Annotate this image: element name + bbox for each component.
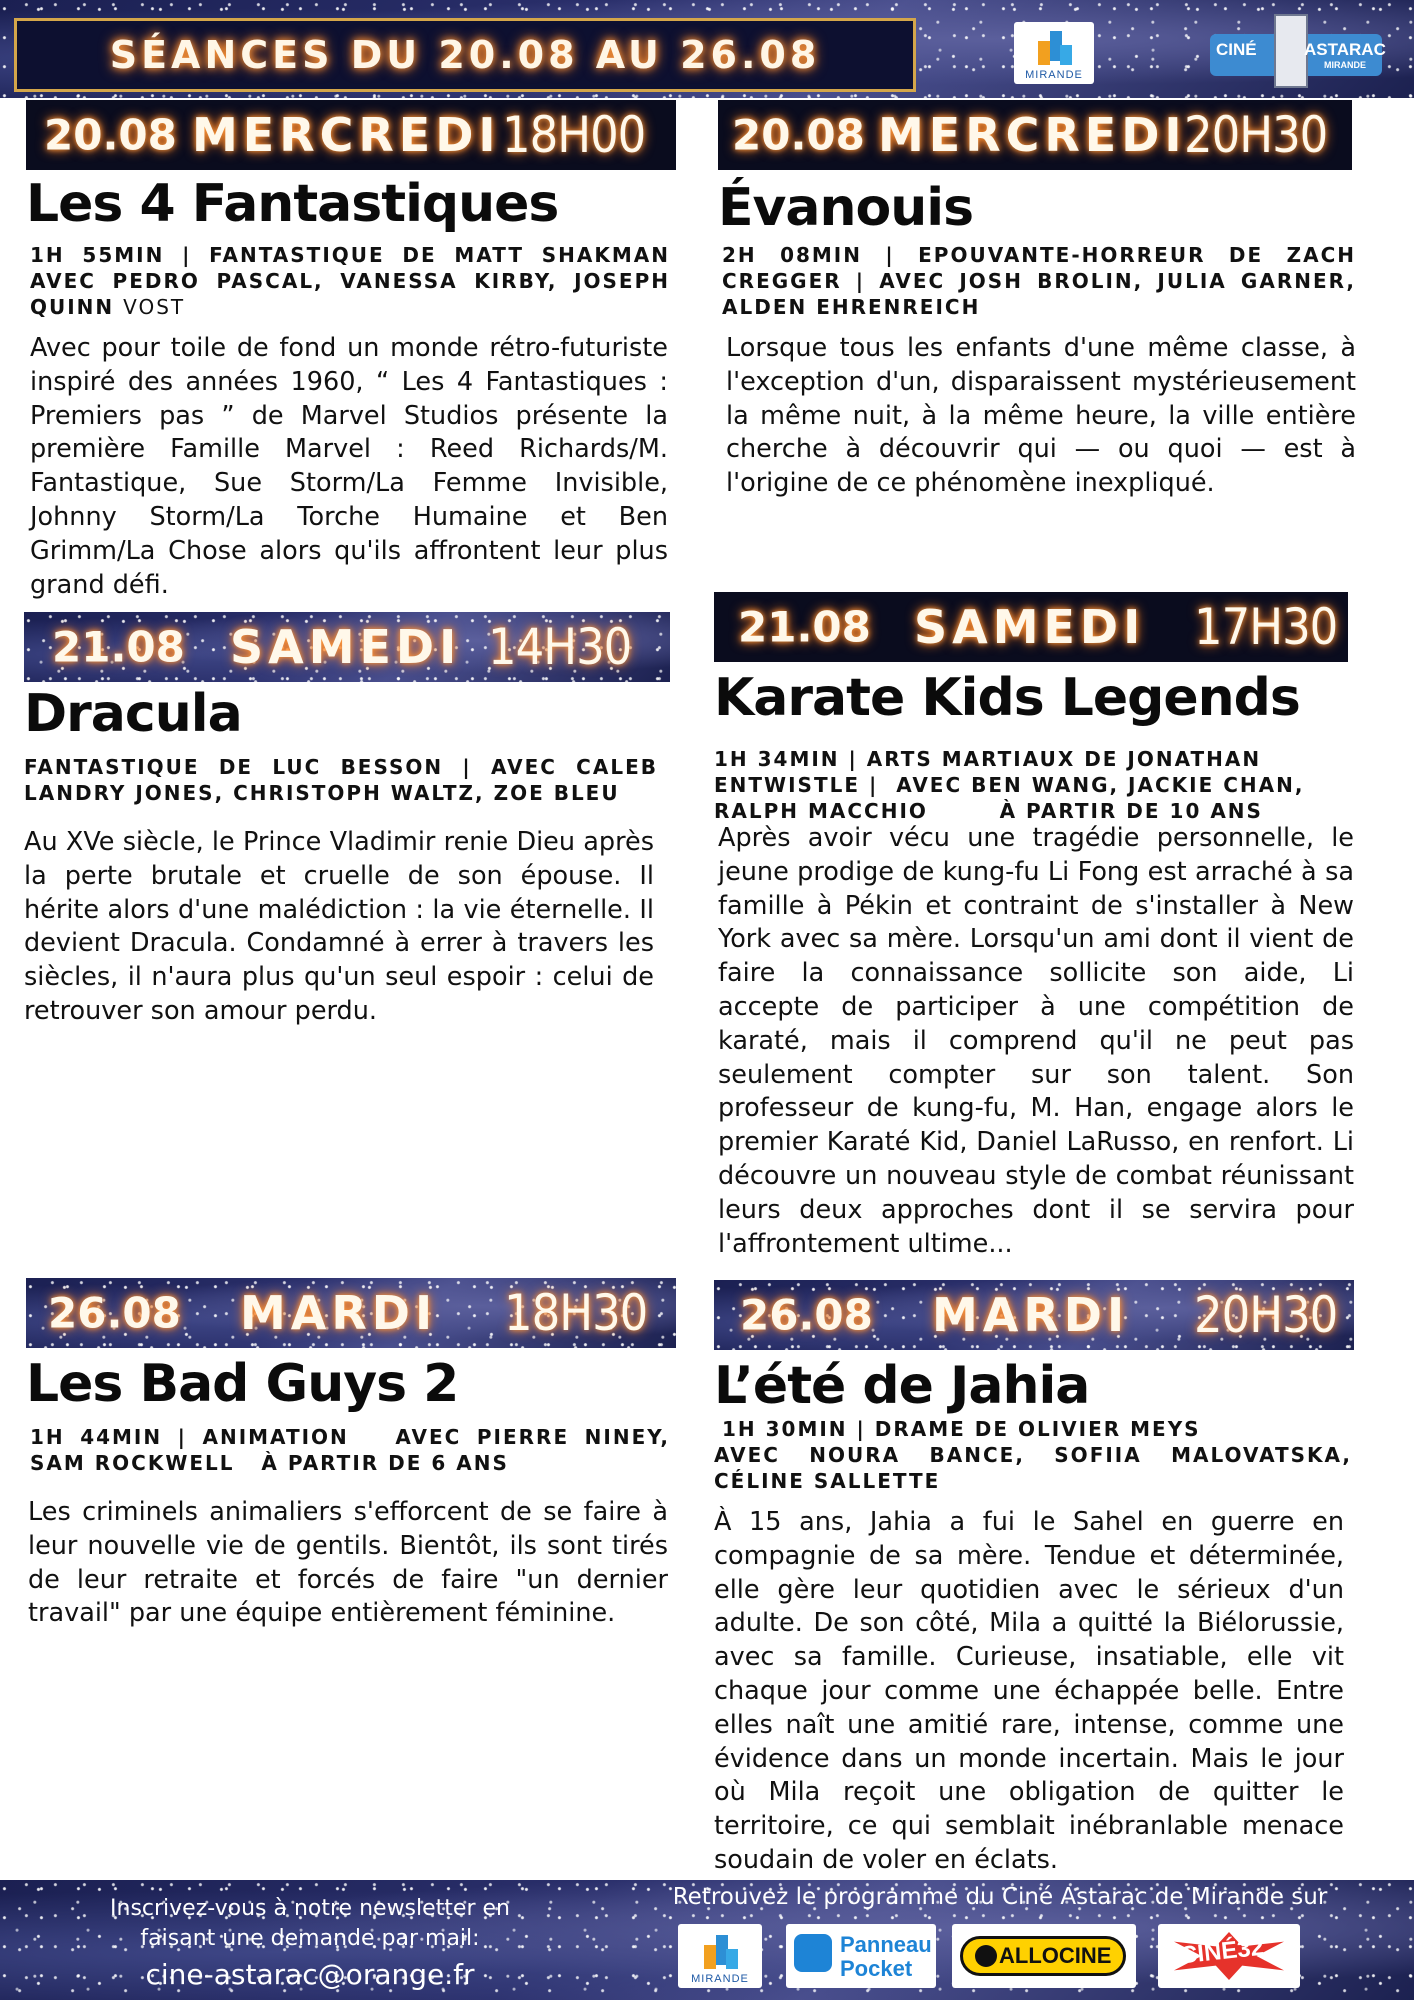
mirande-logo <box>1014 22 1094 84</box>
session-les-4-fantastiques <box>26 100 676 600</box>
movie-meta: 1H 55MIN | FANTASTIQUE DE MATT SHAKMAN AVEC PEDRO PASCAL, VANESSA KIRBY, JOSEPH QUINN VOST <box>30 243 670 319</box>
movie-title: Les 4 Fantastiques <box>26 174 559 234</box>
page-title: SÉANCES DU 20.08 AU 26.08 <box>109 33 821 77</box>
mirande-logo-text: MIRANDE <box>1025 69 1083 81</box>
session-karate-kids-legends <box>714 592 1364 1272</box>
session-banner <box>714 592 1348 662</box>
session-banner <box>714 1280 1354 1350</box>
session-date: 26.08 <box>740 1290 873 1340</box>
movie-synopsis: À 15 ans, Jahia a fui le Sahel en guerre en compagnie de sa mère. Tendue et déterminée, elle gère leur quotidien avec le sérieux d'un adulte. De son côté, Mila a quitté la Biélorussie, avec sa famille. Curieuse, insatiable, elle vit chaque jour comme une échappée belle. Entre elles naît une amitié rare, intense, comme une évidence dans un monde incertain. Mais le jour où Mila reçoit une obligation de quitter le territoire, ce qui semblait inébranlable menace soudain de voler en éclats. <box>714 1507 1344 1875</box>
cinema-building-icon <box>1274 14 1308 88</box>
session-date: 26.08 <box>48 1288 181 1338</box>
session-time: 18H00 <box>502 106 646 164</box>
session-banner <box>26 100 676 170</box>
partner-cine32-logo[interactable]: CINÉ32 <box>1158 1924 1300 1988</box>
session-banner <box>718 100 1352 170</box>
session-date: 21.08 <box>738 602 871 652</box>
movie-meta: 1H 44MIN | ANIMATION AVEC PIERRE NINEY, SAM ROCKWELL À PARTIR DE 6 ANS <box>30 1425 679 1475</box>
session-time: 20H30 <box>1184 106 1328 164</box>
movie-title: Évanouis <box>718 178 974 238</box>
movie-meta: FANTASTIQUE DE LUC BESSON | AVEC CALEB LANDRY JONES, CHRISTOPH WALTZ, ZOE BLEU <box>24 755 658 805</box>
session-evanouis <box>718 100 1358 540</box>
movie-meta: 2H 08MIN | EPOUVANTE-HORREUR DE ZACH CREGGER | AVEC JOSH BROLIN, JULIA GARNER, ALDEN EHRENREICH <box>722 243 1356 319</box>
footer <box>0 1880 1414 2000</box>
partner-allocine-logo[interactable]: ALLOCINE <box>952 1924 1136 1988</box>
movie-title: L’été de Jahia <box>714 1356 1090 1416</box>
session-time: 14H30 <box>488 618 632 676</box>
movie-title: Les Bad Guys 2 <box>26 1354 459 1414</box>
newsletter-email[interactable]: cine-astarac@orange.fr <box>145 1958 475 1991</box>
session-day: MARDI <box>240 1286 438 1340</box>
allocine-icon <box>975 1945 997 1967</box>
session-time: 18H30 <box>504 1284 648 1342</box>
movie-synopsis: Lorsque tous les enfants d'une même classe, à l'exception d'un, disparaissent mystérieusement la même nuit, à la même heure, la ville entière cherche à découvrir qui — ou quoi — est à l'origine de ce phénomène inexpliqué. <box>726 333 1356 499</box>
header-title-box <box>14 18 916 92</box>
session-banner <box>26 1278 676 1348</box>
session-time: 17H30 <box>1194 598 1338 656</box>
session-les-bad-guys-2 <box>26 1278 679 1658</box>
session-day: MERCREDI <box>192 108 501 162</box>
programme-text: Retrouvez le programme du Ciné Astarac de Mirande sur <box>672 1884 1328 1910</box>
movie-synopsis: Avec pour toile de fond un monde rétro-futuriste inspiré des années 1960, “ Les 4 Fantastiques : Premiers pas ” de Marvel Studios présente la première Famille Marvel : Reed Richards/M. Fantastique, Sue Storm/La Femme Invisible, Johnny Storm/La Torche Humaine et Ben Grimm/La Chose alors qu'ils affrontent leur plus grand défi. <box>30 333 668 600</box>
movie-synopsis: Après avoir vécu une tragédie personnelle, le jeune prodige de kung-fu Li Fong est arraché à sa famille à Pékin et contraint de s'installer à New York avec sa mère. Lorsqu'un ami dont il vient de faire la connaissance sollicite son aide, Li accepte de participer à une compétition de karaté, mais il comprend qu'il ne peut pas seulement compter sur son talent. Son professeur de kung-fu, M. Han, engage alors le premier Karaté Kid, Daniel LaRusso, en renfort. Li découvre un nouveau style de combat réunissant leurs deux approches dont il se servira pour l'affrontement ultime... <box>718 823 1354 1259</box>
session-dracula <box>24 612 674 1032</box>
mirande-logo-icon <box>698 1931 742 1973</box>
movie-meta: AVEC NOURA BANCE, SOFIIA MALOVATSKA, CÉLINE SALLETTE <box>714 1443 1352 1493</box>
session-day: SAMEDI <box>230 620 462 674</box>
session-date: 20.08 <box>732 110 865 160</box>
movie-meta-line1: 1H 30MIN | DRAME DE OLIVIER MEYS <box>722 1417 1201 1441</box>
movie-title: Karate Kids Legends <box>714 668 1300 728</box>
session-day: SAMEDI <box>914 600 1146 654</box>
session-banner <box>24 612 670 682</box>
session-date: 21.08 <box>52 622 185 672</box>
cine-astarac-logo: CINÉ ASTARAC MIRANDE <box>1210 14 1382 88</box>
session-day: MARDI <box>932 1288 1130 1342</box>
session-day: MERCREDI <box>878 108 1187 162</box>
movie-synopsis: Au XVe siècle, le Prince Vladimir renie Dieu après la perte brutale et cruelle de son épouse. Il hérite alors d'une malédiction : la vie éternelle. Il devient Dracula. Condamné à errer à travers les siècles, il n'aura plus qu'un seul espoir : celui de retrouver son amour perdu. <box>24 827 654 1026</box>
movie-meta: 1H 34MIN | ARTS MARTIAUX DE JONATHAN ENTWISTLE | AVEC BEN WANG, JACKIE CHAN, RALPH MACCHIO À PARTIR DE 10 ANS <box>714 747 1305 823</box>
movie-synopsis: Les criminels animaliers s'efforcent de se faire à leur nouvelle vie de gentils. Bientôt, ils sont tirés de leur retraite et forcés de faire "un dernier travail" par une équipe entièrement féminine. <box>28 1497 668 1629</box>
header-banner <box>0 0 1414 98</box>
movie-title: Dracula <box>24 684 242 744</box>
session-time: 20H30 <box>1194 1286 1338 1344</box>
session-date: 20.08 <box>44 110 177 160</box>
session-lete-de-jahia <box>714 1280 1364 1880</box>
newsletter-text: Inscrivez-vous à notre newsletter en faisant une demande par mail: <box>110 1896 510 1951</box>
partner-panneau-pocket-logo[interactable]: Panneau Pocket <box>786 1924 936 1988</box>
partner-mirande-logo[interactable]: MIRANDE <box>678 1924 762 1988</box>
mirande-logo-icon <box>1032 27 1076 69</box>
newsletter-block <box>100 1894 520 1991</box>
panneau-pocket-icon <box>794 1934 832 1972</box>
